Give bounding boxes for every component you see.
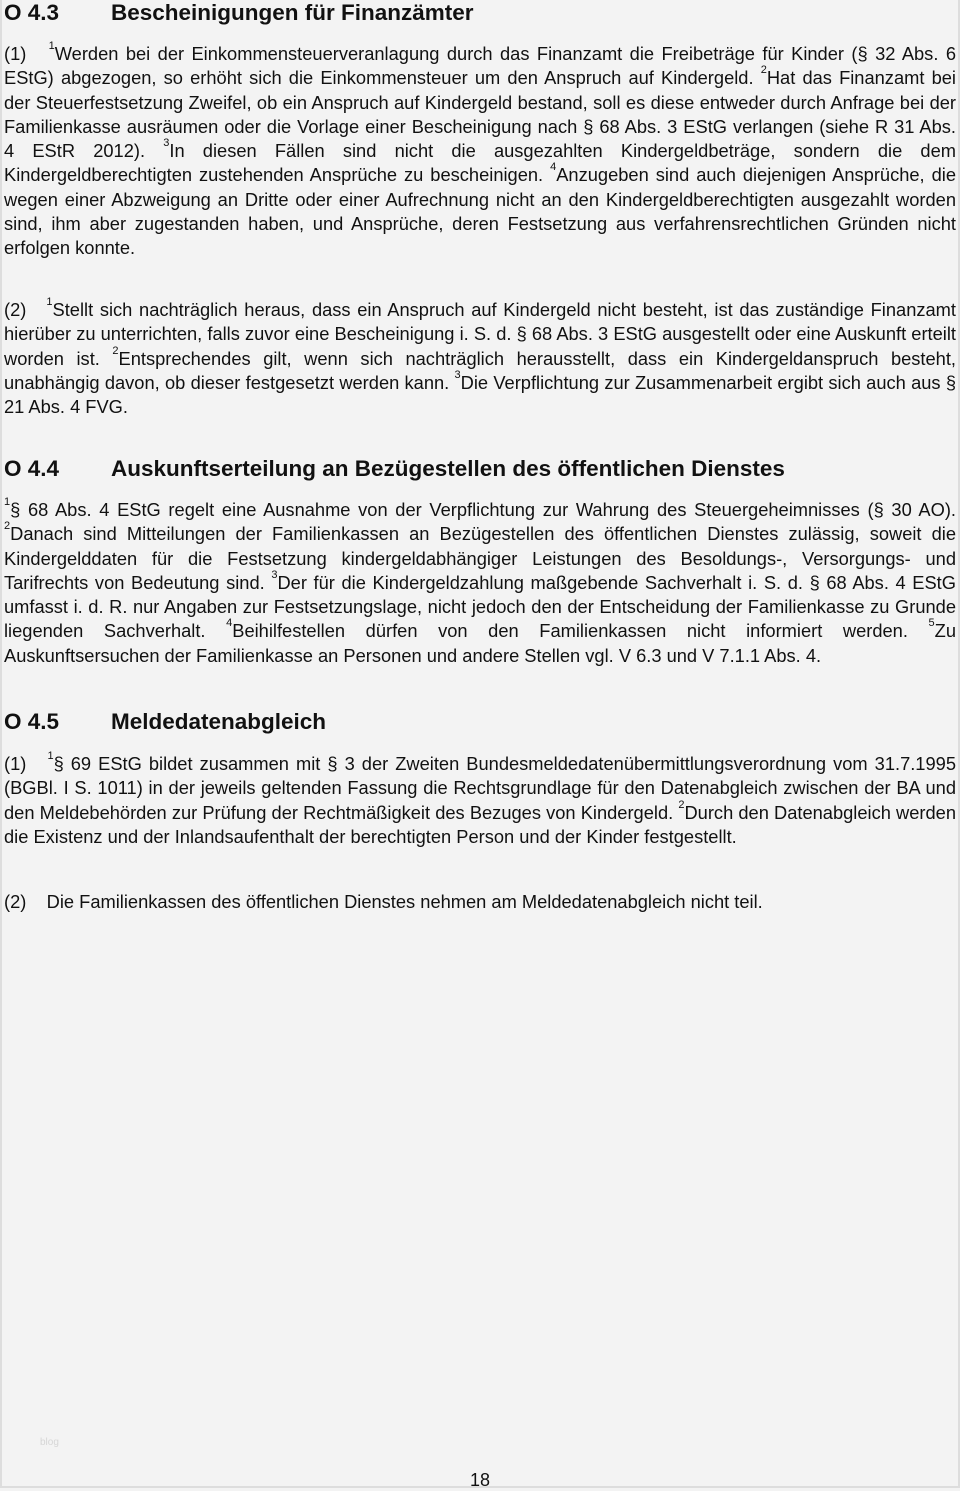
- section-heading: [4, 709, 956, 737]
- section-title: Meldedatenabgleich: [111, 709, 327, 734]
- sentence: Beihilfestellen dürfen von den Familienkassen nicht informiert werden.: [232, 620, 929, 642]
- sentence: § 68 Abs. 4 EStG regelt eine Ausnahme von der Verpflichtung zur Wahrung des Steuergeheimnisses (§ 30 AO).: [10, 499, 956, 520]
- paragraph: [4, 498, 956, 668]
- sentence: Hat das Finanzamt bei der Steuerfestsetzung Zweifel, ob ein Anspruch auf Kindergeld bestand, soll es diese entweder durch Anfrage bei der Familienkasse ausräumen oder die Vorlage einer Bescheinigung nach § 68 Abs. 3 EStG verlangen (siehe R 31 Abs. 4 EStR 2012).: [4, 67, 956, 162]
- paragraph: [4, 890, 956, 914]
- paragraph-label: (2): [4, 891, 27, 912]
- paragraph-label: (2): [4, 299, 27, 320]
- sentence: Durch den Datenabgleich werden die Existenz und der Inlandsaufenthalt der berechtigten Person und der Kinder festgestellt.: [4, 801, 956, 847]
- sentence-number: 2: [678, 798, 685, 811]
- paragraph-label: (1): [4, 753, 27, 774]
- sentence-number: 1: [4, 496, 11, 508]
- sentence: Werden bei der Einkommensteuerveranlagung durch das Finanzamt die Freibeträge für Kinder (§ 32 Abs. 6 EStG) abgezogen, so erhöht sich die Einkommensteuer um den Anspruch auf Kindergeld.: [4, 43, 956, 89]
- sentence: Danach sind Mitteilungen der Familienkassen an Bezügestellen des öffentlichen Dienstes zulässig, soweit die Kindergelddaten für die Festsetzung kindergeldabhängiger Leistungen des Besoldungs-, Versorgungs- und Tarifrechts von Bedeutung sind.: [4, 523, 956, 593]
- sentence-number: 1: [46, 296, 53, 308]
- paragraph-label: (1): [4, 43, 27, 64]
- sentence: § 69 EStG bildet zusammen mit § 3 der Zweiten Bundesmeldedatenübermittlungsverordnung vom 31.7.1995 (BGBl. I S. 1011) in der jeweils geltenden Fassung die Rechtsgrundlage für den Datenabgleich zwischen der BA und den Meldebehörden zur Prüfung der Rechtmäßigkeit des Bezuges von Kindergeld.: [4, 753, 956, 823]
- sentence-number: 1: [48, 40, 55, 52]
- section-heading: [4, 456, 956, 484]
- sentence: Anzugeben sind auch diejenigen Ansprüche, die wegen einer Abzweigung an Dritte oder einer Aufrechnung nicht an den Kindergeldberechtigten ausgezahlt worden sind, ihm aber zugestanden haben, und Ansprüche, deren Festsetzung aus verfahrensrechtlichen Gründen nicht erfolgen konnte.: [4, 164, 956, 259]
- sentence-number: 2: [112, 344, 119, 357]
- sentence-number: 2: [4, 520, 11, 533]
- section: [4, 456, 956, 484]
- section-number: O 4.4: [4, 456, 60, 481]
- sentence-number: 3: [271, 568, 278, 581]
- sentence: Stellt sich nachträglich heraus, dass ein Anspruch auf Kindergeld nicht besteht, ist das zuständige Finanzamt hierüber zu unterrichten, falls zuvor eine Bescheinigung i. S. d. § 68 Abs. 3 EStG ausgestellt oder eine Auskunft erteilt worden ist.: [4, 299, 956, 369]
- watermark: blog: [40, 1437, 59, 1448]
- paragraph: [4, 298, 956, 419]
- sentence: In diesen Fällen sind nicht die ausgezahlten Kindergeldbeträge, sondern die dem Kindergeldberechtigten zustehenden Ansprüche zu bescheinigen.: [4, 140, 956, 186]
- sentence: Der für die Kindergeldzahlung maßgebende Sachverhalt i. S. d. § 68 Abs. 4 EStG umfasst i. d. R. nur Angaben zur Festsetzungslage, nicht jedoch den der Entscheidung der Familienkasse zu Grunde liegenden Sachverhalt.: [4, 571, 956, 642]
- sentence-number: 3: [163, 137, 170, 150]
- paragraph: [4, 752, 956, 849]
- sentence-number: 1: [47, 750, 54, 762]
- page-number: 18: [470, 1470, 491, 1490]
- section: [4, 0, 956, 28]
- section-number: O 4.5: [4, 709, 60, 734]
- paragraph: [4, 42, 956, 261]
- sentence-number: 2: [760, 64, 767, 77]
- section: [4, 709, 956, 737]
- section-title: Auskunftserteilung an Bezügestellen des öffentlichen Dienstes: [111, 456, 785, 481]
- section-heading: [4, 0, 956, 28]
- sentence: Die Familienkassen des öffentlichen Dienstes nehmen am Meldedatenabgleich nicht teil.: [46, 891, 763, 912]
- sentence: Entsprechendes gilt, wenn sich nachträglich herausstellt, dass ein Kindergeldanspruch besteht, unabhängig davon, ob dieser festgesetzt werden kann.: [4, 347, 956, 393]
- sentence-number: 3: [454, 368, 461, 381]
- sentence: Zu Auskunftsersuchen der Familienkasse an Personen und andere Stellen vgl. V 6.3 und V 7.1.1 Abs. 4.: [4, 620, 956, 666]
- sentence-number: 5: [928, 617, 935, 630]
- section-number: O 4.3: [4, 0, 60, 25]
- sentence-number: 4: [226, 617, 233, 630]
- sentence: Die Verpflichtung zur Zusammenarbeit ergibt sich auch aus § 21 Abs. 4 FVG.: [4, 371, 956, 418]
- section-title: Bescheinigungen für Finanzämter: [111, 0, 474, 25]
- sentence-number: 4: [550, 161, 557, 174]
